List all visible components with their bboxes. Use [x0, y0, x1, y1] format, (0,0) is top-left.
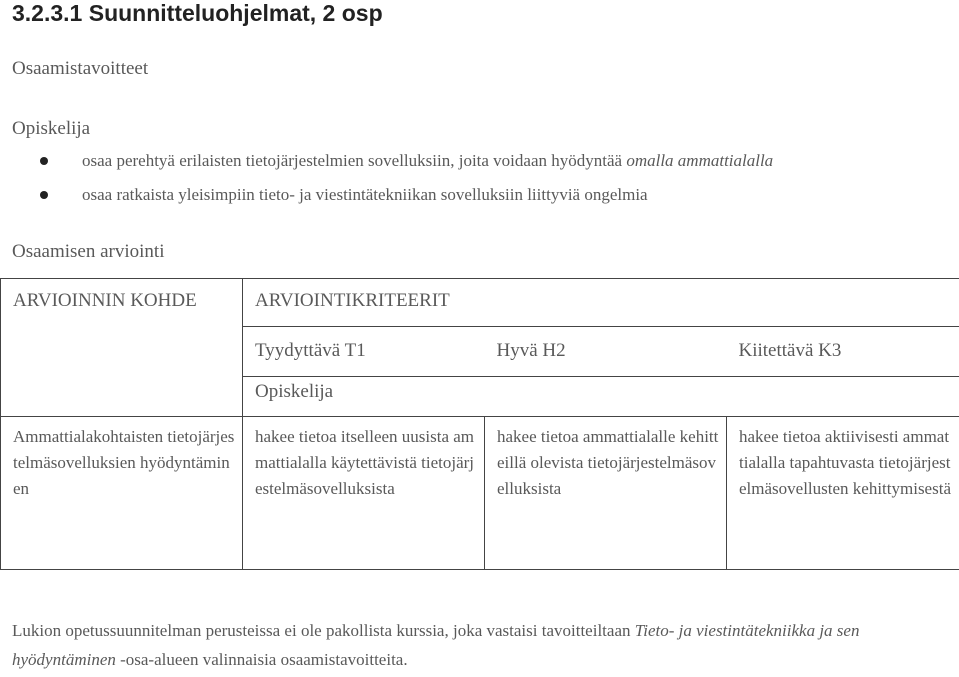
target-header-cell	[1, 279, 243, 417]
objective-text: osaa ratkaista yleisimpiin tieto- ja viestintätekniikan sovelluksiin liittyviä ongelmia	[82, 185, 648, 204]
level-t1: Tyydyttävä T1	[255, 340, 366, 361]
section-heading: 3.2.3.1 Suunnitteluohjelmat, 2 osp	[12, 0, 383, 26]
t1-criteria: hakee tietoa itselleen uusista ammattialalla käytettävistä tietojärjestelmäsovelluksista	[255, 427, 475, 498]
level-t1-cell	[243, 327, 485, 377]
k3-cell	[727, 417, 959, 570]
bullet-icon	[40, 191, 48, 199]
level-k3-cell	[727, 327, 959, 377]
student-label: Opiskelija	[12, 118, 91, 139]
assessment-title: Osaamisen arviointi	[12, 241, 165, 262]
footer-note	[12, 616, 942, 674]
table-student-label: Opiskelija	[255, 381, 334, 402]
row-target: Ammattialakohtaisten tietojärjestelmäsovelluksien hyödyntäminen	[13, 427, 235, 498]
h2-cell	[485, 417, 727, 570]
bullet-icon	[40, 157, 48, 165]
objectives-title: Osaamistavoitteet	[12, 58, 149, 79]
assessment-table	[0, 278, 959, 570]
t1-cell	[243, 417, 485, 570]
objectives-list	[40, 148, 773, 216]
objective-text: osaa perehtyä erilaisten tietojärjestelmien sovelluksiin, joita voidaan hyödyntää	[82, 151, 623, 170]
criteria-header-cell	[243, 279, 959, 327]
footer-text-end: -osa-alueen valinnaisia osaamistavoitteita.	[120, 650, 408, 669]
k3-criteria: hakee tietoa aktiivisesti ammattialalla tapahtuvasta tietojärjestelmäsovellusten kehittymisestä	[739, 427, 951, 498]
level-k3: Kiitettävä K3	[738, 340, 842, 361]
objective-emphasis: omalla ammattialalla	[626, 151, 774, 170]
level-h2: Hyvä H2	[496, 340, 566, 361]
h2-criteria: hakee tietoa ammattialalle kehitteillä olevista tietojärjestelmäsovelluksista	[497, 427, 719, 498]
footer-text: Lukion opetussuunnitelman perusteissa ei ole pakollista kurssia, joka vastaisi tavoitteiltaan	[12, 621, 631, 640]
footer-emphasis: Tieto- ja viestintätekniikka ja sen hyödyntäminen	[12, 621, 860, 669]
row-target-cell	[1, 417, 243, 570]
list-item	[40, 148, 773, 182]
criteria-header: ARVIOINTIKRITEERIT	[255, 290, 450, 311]
level-h2-cell	[485, 327, 727, 377]
target-header: ARVIOINNIN KOHDE	[13, 290, 197, 311]
student-row-cell	[243, 377, 959, 417]
list-item	[40, 182, 773, 216]
